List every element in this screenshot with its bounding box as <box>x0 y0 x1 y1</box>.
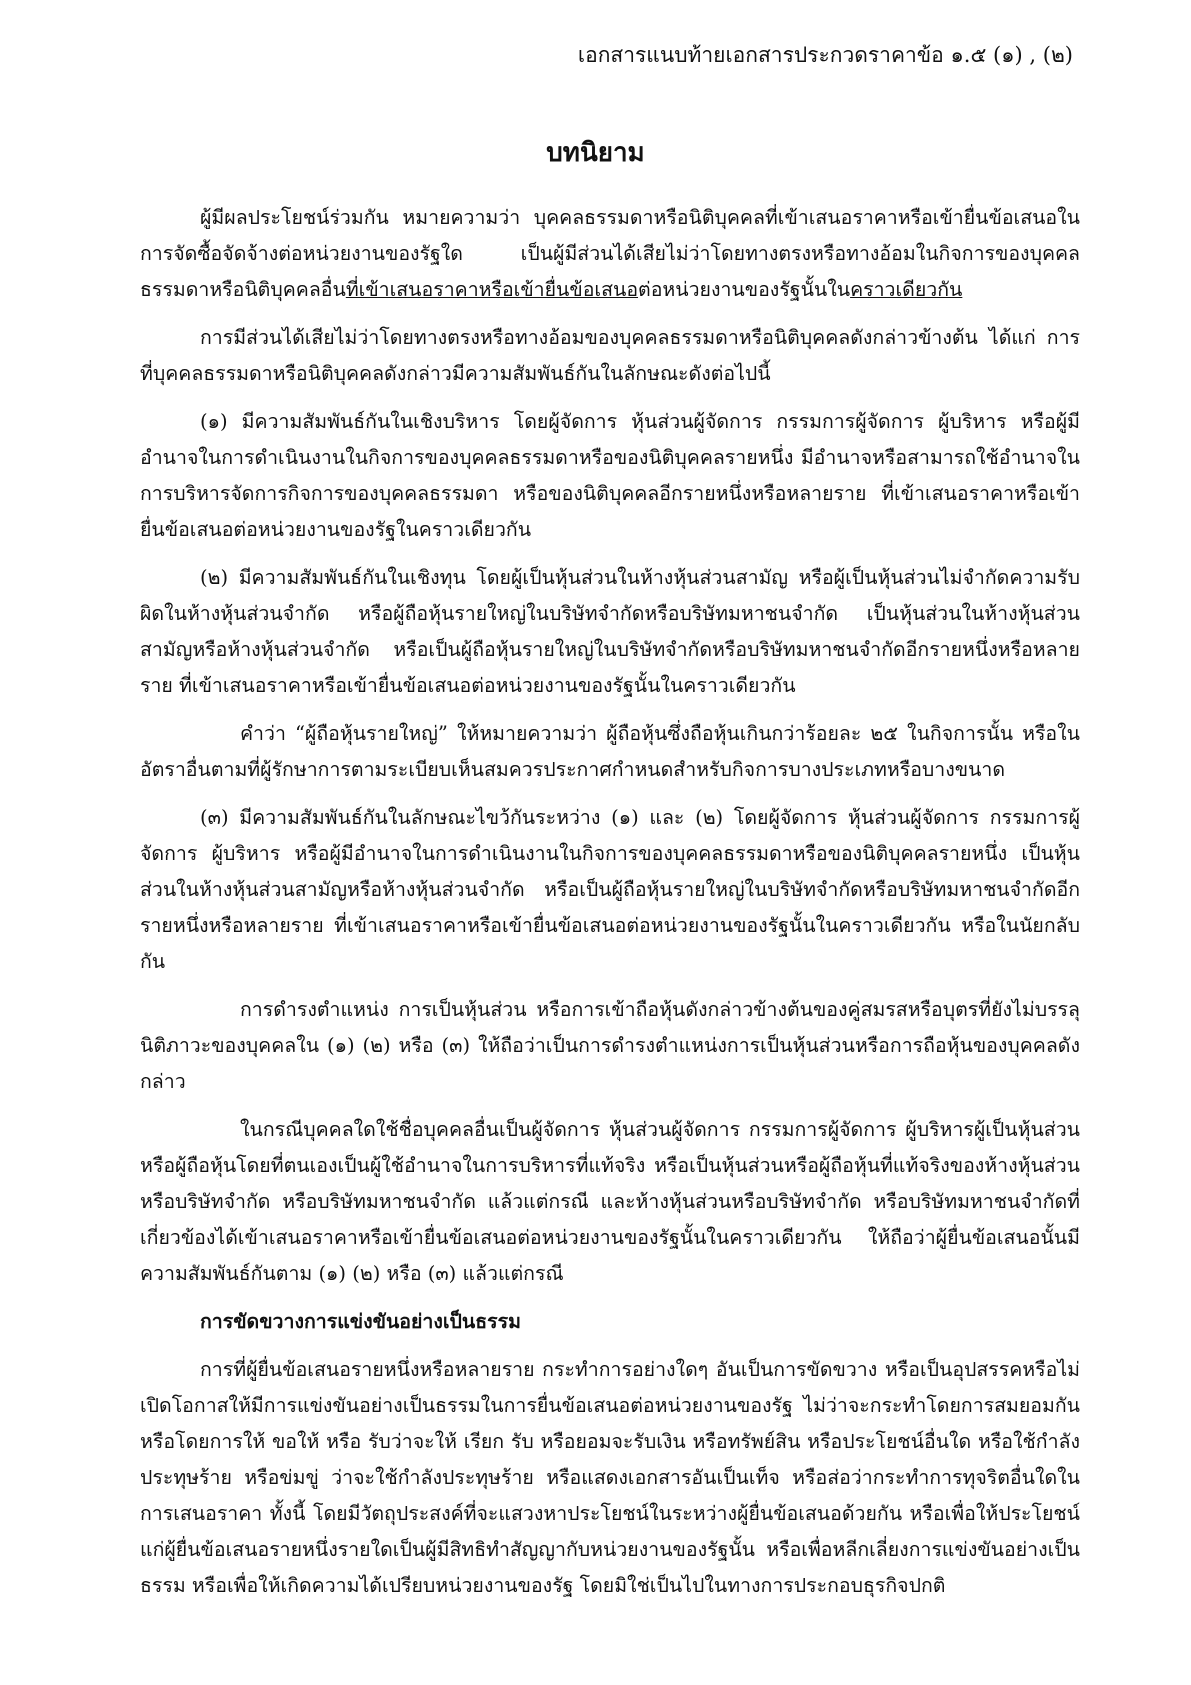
paragraph-major-shareholder: คำว่า “ผู้ถือหุ้นรายใหญ่” ให้หมายความว่า ผู้ถือหุ้นซึ่งถือหุ้นเกินกว่าร้อยละ ๒๕ ในกิจการนั้น หรือในอัตราอื่นตามที่ผู้รักษาการตามระเบียบเห็นสมควรประกาศกำหนดสำหรับกิจการบางประเภทหรือบางขนาด <box>140 722 1080 781</box>
paragraph-fair-competition: การที่ผู้ยื่นข้อเสนอรายหนึ่งหรือหลายราย กระทำการอย่างใดๆ อันเป็นการขัดขวาง หรือเป็นอุปสรรคหรือไม่เปิดโอกาสให้มีการแข่งขันอย่างเป็นธรรมในการยื่นข้อเสนอต่อหน่วยงานของรัฐ ไม่ว่าจะกระทำโดยการสมยอมกัน หรือโดยการให้ ขอให้ หรือ รับว่าจะให้ เรียก รับ หรือยอมจะรับเงิน หรือทรัพย์สิน หรือประโยชน์อื่นใด หรือใช้กำลังประทุษร้าย หรือข่มขู่ ว่าจะใช้กำลังประทุษร้าย หรือแสดงเอกสารอันเป็นเท็จ หรือส่อว่ากระทำการทุจริตอื่นใดในการเสนอราคา ทั้งนี้ โดยมีวัตถุประสงค์ที่จะแสวงหาประโยชน์ในระหว่างผู้ยื่นข้อเสนอด้วยกัน หรือเพื่อให้ประโยชน์แก่ผู้ยื่นข้อเสนอรายหนึ่งรายใดเป็นผู้มีสิทธิทำสัญญากับหน่วยงานของรัฐนั้น หรือเพื่อหลีกเลี่ยงการแข่งขันอย่างเป็นธรรม หรือเพื่อให้เกิดความได้เปรียบหน่วยงานของรัฐ โดยมิใช่เป็นไปในทางการประกอบธุรกิจปกติ <box>140 1358 1080 1597</box>
paragraph-interest: การมีส่วนได้เสียไม่ว่าโดยทางตรงหรือทางอ้อมของบุคคลธรรมดาหรือนิติบุคคลดังกล่าวข้างต้น ได้แก่ การที่บุคคลธรรมดาหรือนิติบุคคลดังกล่าวมีความสัมพันธ์กันในลักษณะดังต่อไปนี้ <box>140 326 1080 385</box>
header-reference: เอกสารแนบท้ายเอกสารประกวดราคาข้อ ๑.๕ (๑) , (๒) <box>577 43 1073 67</box>
underlined-phrase-same-time: คราวเดียวกัน <box>850 278 963 301</box>
paragraph-definition-text: ผู้มีผลประโยชน์ร่วมกัน หมายความว่า บุคคลธรรมดาหรือนิติบุคคลที่เข้าเสนอราคาหรือเข้ายื่นข้อเสนอในการจัดซื้อจัดจ้างต่อหน่วยงานของรัฐใด เป็นผู้มีส่วนได้เสียไม่ว่าโดยทางตรงหรือทางอ้อมในกิจการของบุคคลธรรมดาหรือนิติบุคคลอื่น <box>140 206 1080 301</box>
paragraph-nominee: ในกรณีบุคคลใดใช้ชื่อบุคคลอื่นเป็นผู้จัดการ หุ้นส่วนผู้จัดการ กรรมการผู้จัดการ ผู้บริหารผู้เป็นหุ้นส่วนหรือผู้ถือหุ้นโดยที่ตนเองเป็นผู้ใช้อำนาจในการบริหารที่แท้จริง หรือเป็นหุ้นส่วนหรือผู้ถือหุ้นที่แท้จริงของห้างหุ้นส่วน หรือบริษัทจำกัด หรือบริษัทมหาชนจำกัด แล้วแต่กรณี และห้างหุ้นส่วนหรือบริษัทจำกัด หรือบริษัทมหาชนจำกัดที่เกี่ยวข้องได้เข้าเสนอราคาหรือเข้ายื่นข้อเสนอต่อหน่วยงานของรัฐนั้นในคราวเดียวกัน ให้ถือว่าผู้ยื่นข้อเสนอนั้นมีความสัมพันธ์กันตาม (๑) (๒) หรือ (๓) แล้วแต่กรณี <box>140 1118 1080 1285</box>
paragraph-definition <box>140 200 1080 308</box>
subheading-fair-competition: การขัดขวางการแข่งขันอย่างเป็นธรรม <box>200 1310 521 1333</box>
paragraph-spouse-children: การดำรงตำแหน่ง การเป็นหุ้นส่วน หรือการเข้าถือหุ้นดังกล่าวข้างต้นของคู่สมรสหรือบุตรที่ยังไม่บรรลุนิติภาวะของบุคคลใน (๑) (๒) หรือ (๓) ให้ถือว่าเป็นการดำรงตำแหน่งการเป็นหุ้นส่วนหรือการถือหุ้นของบุคคลดังกล่าว <box>140 998 1080 1093</box>
document-body <box>140 200 1080 1616</box>
underlined-phrase-bid: ที่เข้าเสนอราคาหรือเข้ายื่นข้อเสนอ <box>345 278 639 301</box>
paragraph-item-2: (๒) มีความสัมพันธ์กันในเชิงทุน โดยผู้เป็นหุ้นส่วนในห้างหุ้นส่วนสามัญ หรือผู้เป็นหุ้นส่วนไม่จำกัดความรับผิดในห้างหุ้นส่วนจำกัด หรือผู้ถือหุ้นรายใหญ่ในบริษัทจำกัดหรือบริษัทมหาชนจำกัด เป็นหุ้นส่วนในห้างหุ้นส่วนสามัญหรือห้างหุ้นส่วนจำกัด หรือเป็นผู้ถือหุ้นรายใหญ่ในบริษัทจำกัดหรือบริษัทมหาชนจำกัดอีกรายหนึ่งหรือหลายราย ที่เข้าเสนอราคาหรือเข้ายื่นข้อเสนอต่อหน่วยงานของรัฐนั้นในคราวเดียวกัน <box>140 566 1080 697</box>
paragraph-item-3: (๓) มีความสัมพันธ์กันในลักษณะไขว้กันระหว่าง (๑) และ (๒) โดยผู้จัดการ หุ้นส่วนผู้จัดการ กรรมการผู้จัดการ ผู้บริหาร หรือผู้มีอำนาจในการดำเนินงานในกิจการของบุคคลธรรมดาหรือของนิติบุคคลรายหนึ่ง เป็นหุ้นส่วนในห้างหุ้นส่วนสามัญหรือห้างหุ้นส่วนจำกัด หรือเป็นผู้ถือหุ้นรายใหญ่ในบริษัทจำกัดหรือบริษัทมหาชนจำกัดอีกรายหนึ่งหรือหลายราย ที่เข้าเสนอราคาหรือเข้ายื่นข้อเสนอต่อหน่วยงานของรัฐนั้นในคราวเดียวกัน หรือในนัยกลับกัน <box>140 806 1080 973</box>
page-title: บทนิยาม <box>546 138 645 168</box>
paragraph-item-1: (๑) มีความสัมพันธ์กันในเชิงบริหาร โดยผู้จัดการ หุ้นส่วนผู้จัดการ กรรมการผู้จัดการ ผู้บริหาร หรือผู้มีอำนาจในการดำเนินงานในกิจการของบุคคลธรรมดาหรือของนิติบุคคลรายหนึ่ง มีอำนาจหรือสามารถใช้อำนาจในการบริหารจัดการกิจการของบุคคลธรรมดา หรือของนิติบุคคลอีกรายหนึ่งหรือหลายราย ที่เข้าเสนอราคาหรือเข้ายื่นข้อเสนอต่อหน่วยงานของรัฐในคราวเดียวกัน <box>140 410 1080 541</box>
paragraph-definition-text-2: ต่อหน่วยงานของรัฐนั้นใน <box>638 278 851 301</box>
